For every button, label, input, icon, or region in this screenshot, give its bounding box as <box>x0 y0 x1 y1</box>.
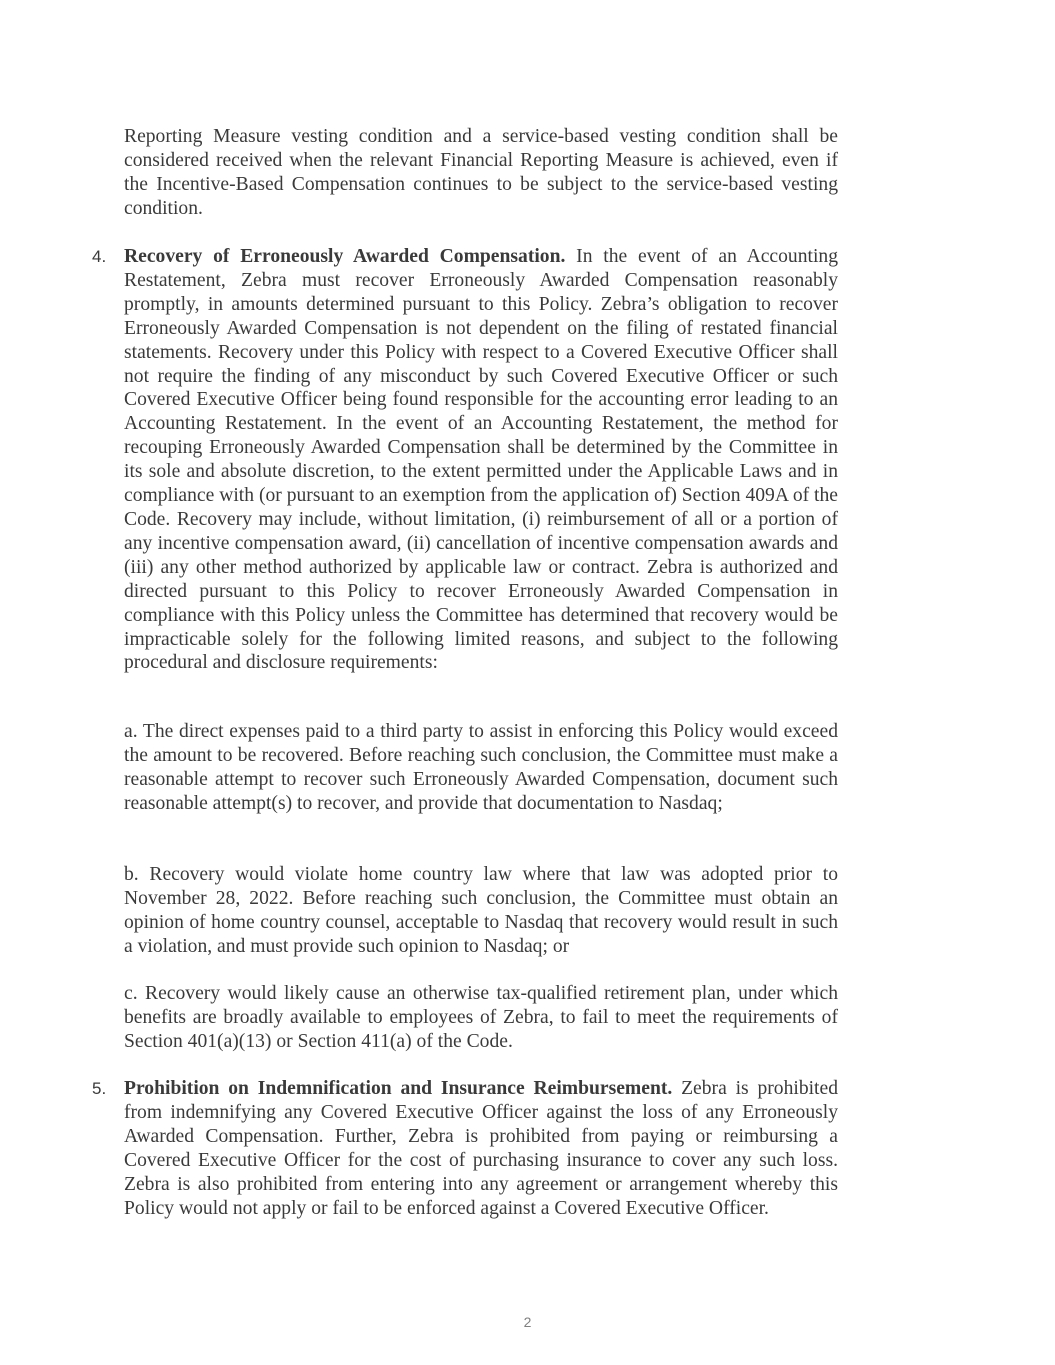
section-4-body: In the event of an Accounting Restatement, Zebra must recover Erroneously Awarded Compensation reasonably promptly, in amounts determined pursuant to this Policy. Zebra’s obligation to recover Erroneously Awarded Compensation is not dependent on the filing of restated financial statements. Recovery under this Policy with respect to a Covered Executive Officer shall not require the finding of any misconduct by such Covered Executive Officer or such Covered Executive Officer being found responsible for the accounting error leading to an Accounting Restatement. In the event of an Accounting Restatement, the method for recouping Erroneously Awarded Compensation shall be determined by the Committee in its sole and absolute discretion, to the extent permitted under the Applicable Laws and in compliance with (or pursuant to an exemption from the application of) Section 409A of the Code. Recovery may include, without limitation, (i) reimbursement of all or a portion of any incentive compensation award, (ii) cancellation of incentive compensation awards and (iii) any other method authorized by applicable law or contract. Zebra is authorized and directed pursuant to this Policy to recover Erroneously Awarded Compensation in compliance with this Policy unless the Committee has determined that recovery would be impracticable solely for the following limited reasons, and subject to the following procedural and disclosure requirements: <box>124 246 839 674</box>
section-5-number: 5. <box>92 1079 107 1098</box>
section-4-item-a: a. The direct expenses paid to a third party to assist in enforcing this Policy would exceed the amount to be recovered. Before reaching such conclusion, the Committee must make a reasonable attempt to recover such Erroneously Awarded Compensation, document such reasonable attempt(s) to recover, and provide that documentation to Nasdaq; <box>124 721 838 814</box>
section-4-item-b: b. Recovery would violate home country law where that law was adopted prior to November 28, 2022. Before reaching such conclusion, the Committee must obtain an opinion of home country counsel, acceptable to Nasdaq that recovery would result in such a violation, and must provide such opinion to Nasdaq; or <box>124 864 838 957</box>
section-5-paragraph <box>124 1077 838 1220</box>
section-4-number: 4. <box>92 247 107 266</box>
section-5-heading: Prohibition on Indemnification and Insurance Reimbursement. <box>124 1078 673 1099</box>
page-number: 2 <box>523 1314 532 1330</box>
section-4-paragraph <box>124 245 838 675</box>
section-5-body: Zebra is prohibited from indemnifying any Covered Executive Officer against the loss of any Erroneously Awarded Compensation. Further, Zebra is prohibited from paying or reimbursing a Covered Executive Officer for the cost of purchasing insurance to cover any such loss. Zebra is also prohibited from entering into any agreement or arrangement whereby this Policy would not apply or fail to be enforced against a Covered Executive Officer. <box>124 1078 838 1219</box>
section-4-item-c: c. Recovery would likely cause an otherwise tax-qualified retirement plan, under which benefits are broadly available to employees of Zebra, to fail to meet the requirements of Section 401(a)(13) or Section 411(a) of the Code. <box>124 983 838 1052</box>
section-4-heading: Recovery of Erroneously Awarded Compensation. <box>124 246 566 267</box>
continuation-paragraph: Reporting Measure vesting condition and a service-based vesting condition shall be considered received when the relevant Financial Reporting Measure is achieved, even if the Incentive-Based Compensation continues to be subject to the service-based vesting condition. <box>124 126 838 219</box>
